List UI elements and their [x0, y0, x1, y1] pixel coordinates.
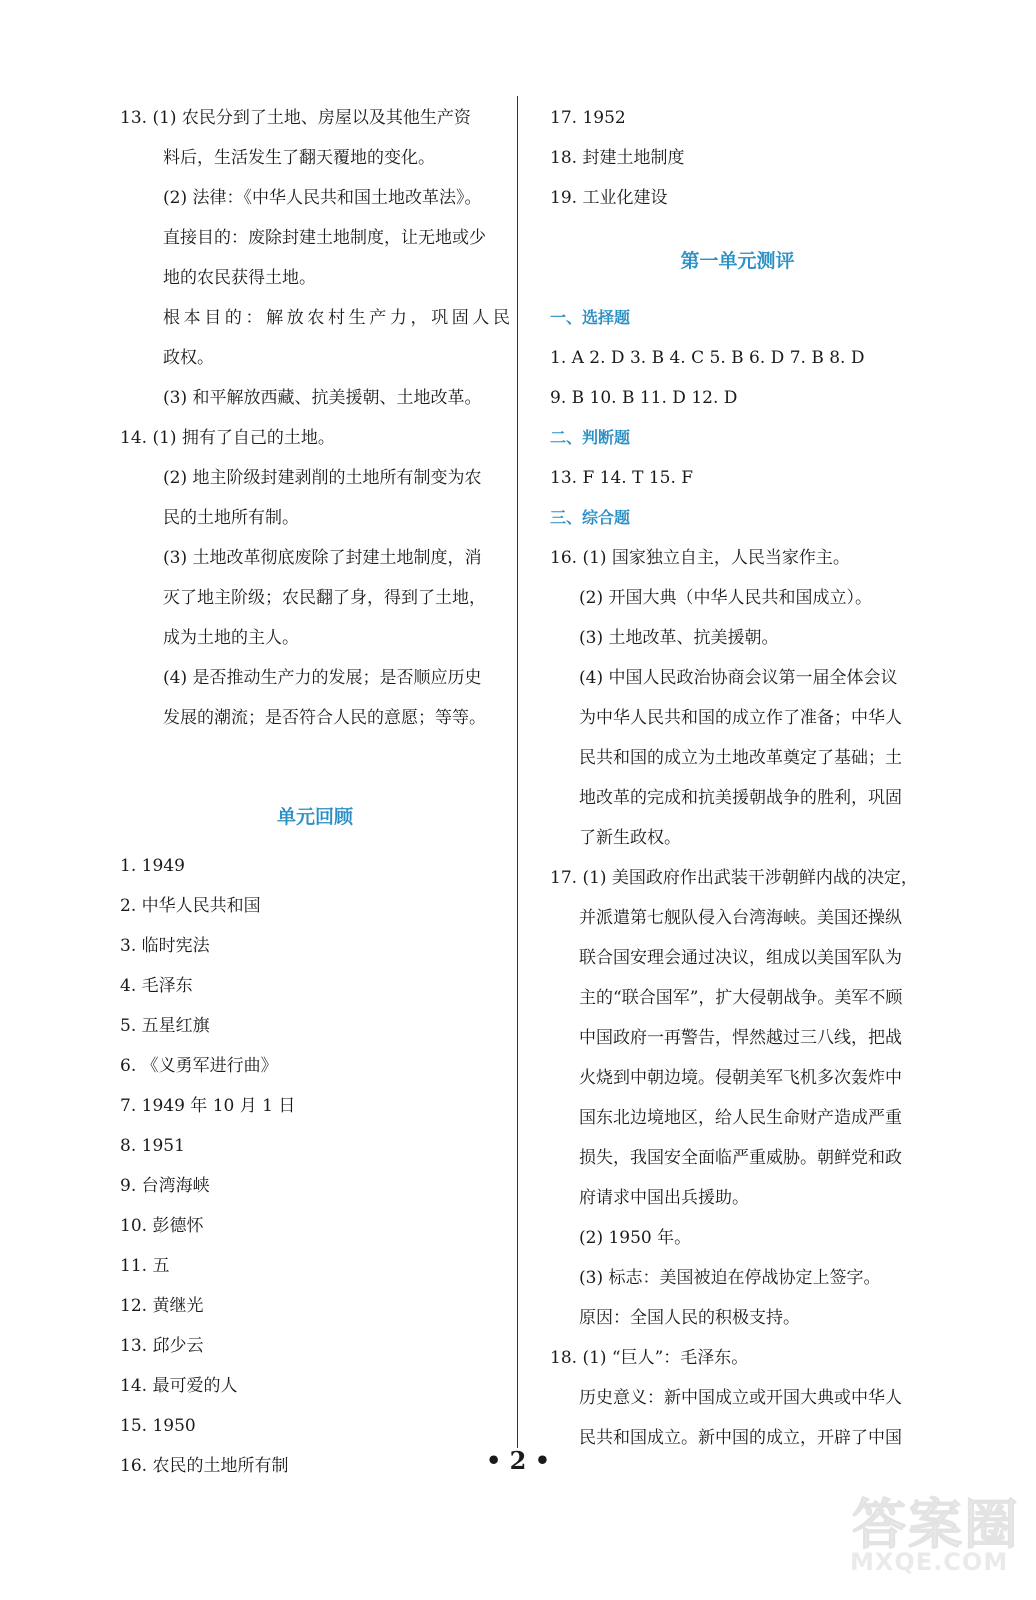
watermark-logo	[840, 1478, 1020, 1588]
watermark-url: MXQE.COM	[850, 1548, 1009, 1576]
watermark-text: 答案圈	[852, 1493, 1020, 1556]
answer-14-part4: (4) 是否推动生产力的发展；是否顺应历史	[163, 668, 482, 688]
answer-13-root-purpose-cont: 政权。	[163, 348, 214, 368]
review-heading: 单元回顾	[276, 806, 353, 828]
list-item: 18. 封建土地制度	[550, 148, 685, 168]
choice-answers-row1: 1. A 2. D 3. B 4. C 5. B 6. D 7. B 8. D	[550, 348, 865, 368]
answer-14-part3-cont: 灭了地主阶级；农民翻了身，得到了土地，	[163, 588, 486, 608]
list-item: 13. 邱少云	[120, 1336, 204, 1356]
list-item: 1. 1949	[120, 856, 185, 876]
right-column	[550, 98, 925, 1458]
list-item: 2. 中华人民共和国	[120, 896, 261, 916]
answer-16-part4-cont: 为中华人民共和国的成立作了准备；中华人	[579, 708, 902, 728]
answer-18-part1: 18. (1) “巨人”：毛泽东。	[550, 1348, 749, 1368]
list-item: 5. 五星红旗	[120, 1016, 210, 1036]
list-item: 15. 1950	[120, 1416, 196, 1436]
review-list	[120, 846, 510, 1486]
section-judge: 二、判断题	[550, 428, 631, 447]
list-item: 9. 台湾海峡	[120, 1176, 210, 1196]
section-gap	[120, 738, 510, 776]
answer-14-part3-cont2: 成为土地的主人。	[163, 628, 299, 648]
answer-13-part1-cont: 料后，生活发生了翻天覆地的变化。	[163, 148, 435, 168]
answer-16-part3: (3) 土地改革、抗美援朝。	[579, 628, 779, 648]
page-number: • 2 •	[485, 1446, 551, 1475]
answer-17-part1-cont: 主的“联合国军”，扩大侵朝战争。美军不顾	[579, 988, 903, 1008]
column-divider	[517, 96, 518, 1448]
list-item: 4. 毛泽东	[120, 976, 193, 996]
answer-17-part1-cont: 中国政府一再警告，悍然越过三八线，把战	[579, 1028, 902, 1048]
answer-13-direct-purpose-cont: 地的农民获得土地。	[163, 268, 316, 288]
answer-13-part3: (3) 和平解放西藏、抗美援朝、土地改革。	[163, 388, 482, 408]
answer-17-part1-cont: 火烧到中朝边境。侵朝美军飞机多次轰炸中	[579, 1068, 902, 1088]
answer-14-part3: (3) 土地改革彻底废除了封建土地制度，消	[163, 548, 482, 568]
answer-13-part1: 13. (1) 农民分到了土地、房屋以及其他生产资	[120, 108, 471, 128]
answer-18-significance-cont: 民共和国成立。新中国的成立，开辟了中国	[579, 1428, 902, 1448]
list-item: 17. 1952	[550, 108, 626, 128]
list-item: 19. 工业化建设	[550, 188, 668, 208]
answer-17-part1-cont: 损失，我国安全面临严重威胁。朝鲜党和政	[579, 1148, 902, 1168]
answer-16-part2: (2) 开国大典（中华人民共和国成立）。	[579, 588, 872, 608]
answer-13-root-purpose: 根本目的：解放农村生产力，巩固人民	[163, 308, 510, 328]
answer-16-part1: 16. (1) 国家独立自主，人民当家作主。	[550, 548, 850, 568]
answer-14-part2-cont: 民的土地所有制。	[163, 508, 299, 528]
list-item: 3. 临时宪法	[120, 936, 210, 956]
answer-17-part1-cont: 国东北边境地区，给人民生命财产造成严重	[579, 1108, 902, 1128]
unit-test-heading: 第一单元测评	[680, 250, 795, 272]
answer-14-part2: (2) 地主阶级封建剥削的土地所有制变为农	[163, 468, 482, 488]
answer-17-part1-cont: 联合国安理会通过决议，组成以美国军队为	[579, 948, 902, 968]
list-item: 11. 五	[120, 1256, 170, 1276]
list-item: 6. 《义勇军进行曲》	[120, 1056, 278, 1076]
choice-answers-row2: 9. B 10. B 11. D 12. D	[550, 388, 738, 408]
answer-14-part4-cont: 发展的潮流；是否符合人民的意愿；等等。	[163, 708, 486, 728]
answer-17-part3-reason: 原因：全国人民的积极支持。	[579, 1308, 800, 1328]
judge-answers: 13. F 14. T 15. F	[550, 468, 694, 488]
list-item: 8. 1951	[120, 1136, 185, 1156]
answer-14-part1: 14. (1) 拥有了自己的土地。	[120, 428, 335, 448]
list-item: 10. 彭德怀	[120, 1216, 204, 1236]
answer-17-part1: 17. (1) 美国政府作出武装干涉朝鲜内战的决定，	[550, 868, 918, 888]
answer-16-part4-cont: 地改革的完成和抗美援朝战争的胜利，巩固	[579, 788, 902, 808]
answer-17-part1-cont: 府请求中国出兵援助。	[579, 1188, 749, 1208]
answer-16-part4-cont: 了新生政权。	[579, 828, 681, 848]
list-item: 16. 农民的土地所有制	[120, 1456, 289, 1476]
answer-17-part3: (3) 标志：美国被迫在停战协定上签字。	[579, 1268, 881, 1288]
answer-13-direct-purpose: 直接目的：废除封建土地制度，让无地或少	[163, 228, 486, 248]
section-comprehensive: 三、综合题	[550, 508, 631, 527]
list-item: 14. 最可爱的人	[120, 1376, 238, 1396]
answer-18-significance: 历史意义：新中国成立或开国大典或中华人	[579, 1388, 902, 1408]
answer-13-part2: (2) 法律：《中华人民共和国土地改革法》。	[163, 188, 482, 208]
list-item: 12. 黄继光	[120, 1296, 204, 1316]
answer-17-part2: (2) 1950 年。	[579, 1228, 692, 1248]
left-column	[120, 98, 510, 1486]
answer-17-part1-cont: 并派遣第七舰队侵入台湾海峡。美国还操纵	[579, 908, 902, 928]
answer-16-part4: (4) 中国人民政治协商会议第一届全体会议	[579, 668, 898, 688]
answer-16-part4-cont: 民共和国的成立为土地改革奠定了基础；土	[579, 748, 902, 768]
section-choice: 一、选择题	[550, 308, 631, 327]
list-item: 7. 1949 年 10 月 1 日	[120, 1096, 296, 1116]
